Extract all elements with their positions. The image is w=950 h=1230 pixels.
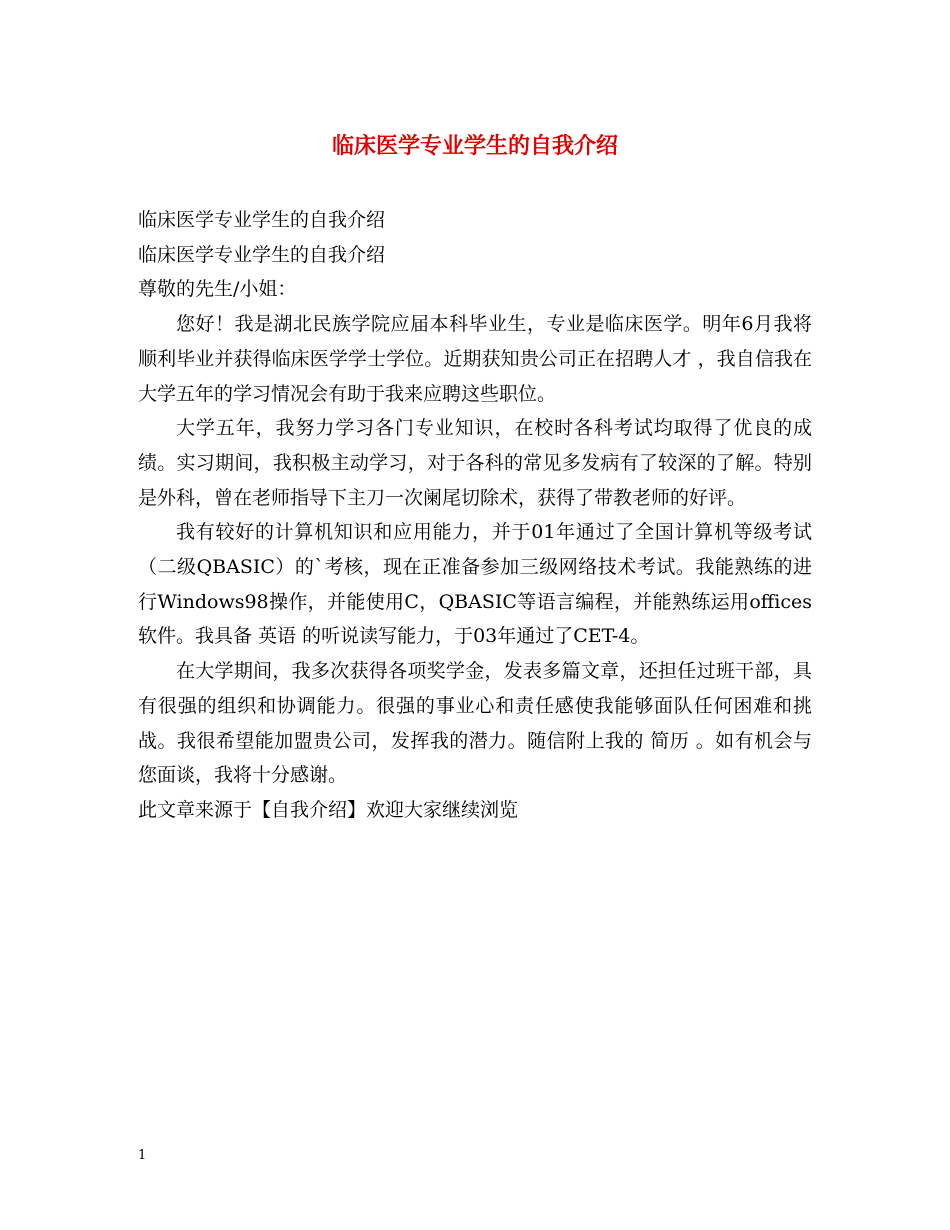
subtitle-line-2: 临床医学专业学生的自我介绍: [138, 243, 386, 266]
page-number: 1: [138, 1148, 147, 1163]
document-title: 临床医学专业学生的自我介绍: [331, 133, 618, 159]
salutation: 尊敬的先生/小姐：: [138, 278, 297, 301]
paragraph-study: 大学五年，我努力学习各门专业知识，在校时各科考试均取得了优良的成绩。实习期间，我积极主动学习，对于各科的常见多发病有了较深的了解。特别是外科，曾在老师指导下主刀一次阑尾切除术，获得了带教老师的好评。: [138, 417, 812, 509]
footer-note: 此文章来源于【自我介绍】欢迎大家继续浏览: [138, 798, 519, 821]
document-body: [138, 203, 812, 828]
subtitle-line-1: 临床医学专业学生的自我介绍: [138, 209, 386, 231]
paragraph-skills: 我有较好的计算机知识和应用能力，并于01年通过了全国计算机等级考试（二级QBASIC）的`考核，现在正准备参加三级网络技术考试。我能熟练的进行Windows98操作，并能使用C，QBASIC等语言编程，并能熟练运用offices软件。我具备 英语 的听说读写能力，于03年通过了CET-4。: [138, 521, 812, 648]
paragraph-activities: 在大学期间，我多次获得各项奖学金，发表多篇文章，还担任过班干部，具有很强的组织和协调能力。很强的事业心和责任感使我能够面队任何困难和挑战。我很希望能加盟贵公司，发挥我的潜力。随信附上我的 简历 。如有机会与您面谈，我将十分感谢。: [138, 660, 812, 787]
paragraph-intro: 您好！我是湖北民族学院应届本科毕业生，专业是临床医学。明年6月我将顺利毕业并获得临床医学学士学位。近期获知贵公司正在招聘人才 ，我自信我在大学五年的学习情况会有助于我来应聘这些职位。: [138, 313, 812, 405]
